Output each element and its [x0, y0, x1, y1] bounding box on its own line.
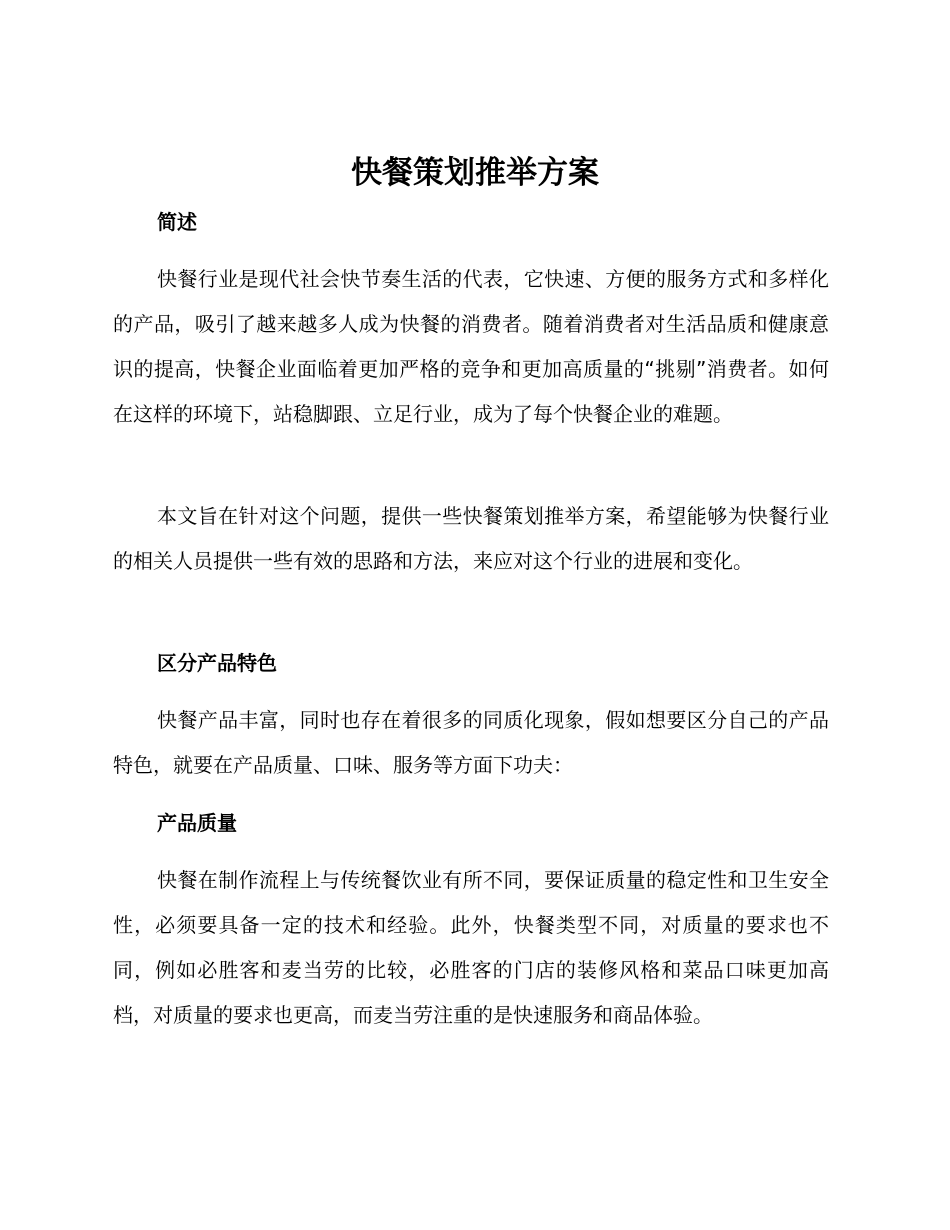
paragraph-product-features: 快餐产品丰富，同时也存在着很多的同质化现象，假如想要区分自己的产品特色，就要在产品质量、口味、服务等方面下功夫： — [113, 708, 829, 777]
paragraph-overview-2: 本文旨在针对这个问题，提供一些快餐策划推举方案，希望能够为快餐行业的相关人员提供一些有效的思路和方法，来应对这个行业的进展和变化。 — [113, 504, 829, 573]
section-heading-product-quality: 产品质量 — [157, 811, 237, 835]
section-heading-overview: 简述 — [157, 210, 197, 234]
paragraph-product-quality: 快餐在制作流程上与传统餐饮业有所不同，要保证质量的稳定性和卫生安全性，必须要具备一定的技术和经验。此外，快餐类型不同，对质量的要求也不同，例如必胜客和麦当劳的比较，必胜客的门店的装修风格和菜品口味更加高档，对质量的要求也更高，而麦当劳注重的是快速服务和商品体验。 — [113, 868, 829, 1027]
paragraph-overview-1: 快餐行业是现代社会快节奏生活的代表，它快速、方便的服务方式和多样化的产品，吸引了越来越多人成为快餐的消费者。随着消费者对生活品质和健康意识的提高，快餐企业面临着更加严格的竞争和更加高质量的“挑剔”消费者。如何在这样的环境下，站稳脚跟、立足行业，成为了每个快餐企业的难题。 — [113, 267, 829, 426]
document-title: 快餐策划推举方案 — [351, 155, 599, 191]
section-heading-product-features: 区分产品特色 — [157, 651, 277, 675]
